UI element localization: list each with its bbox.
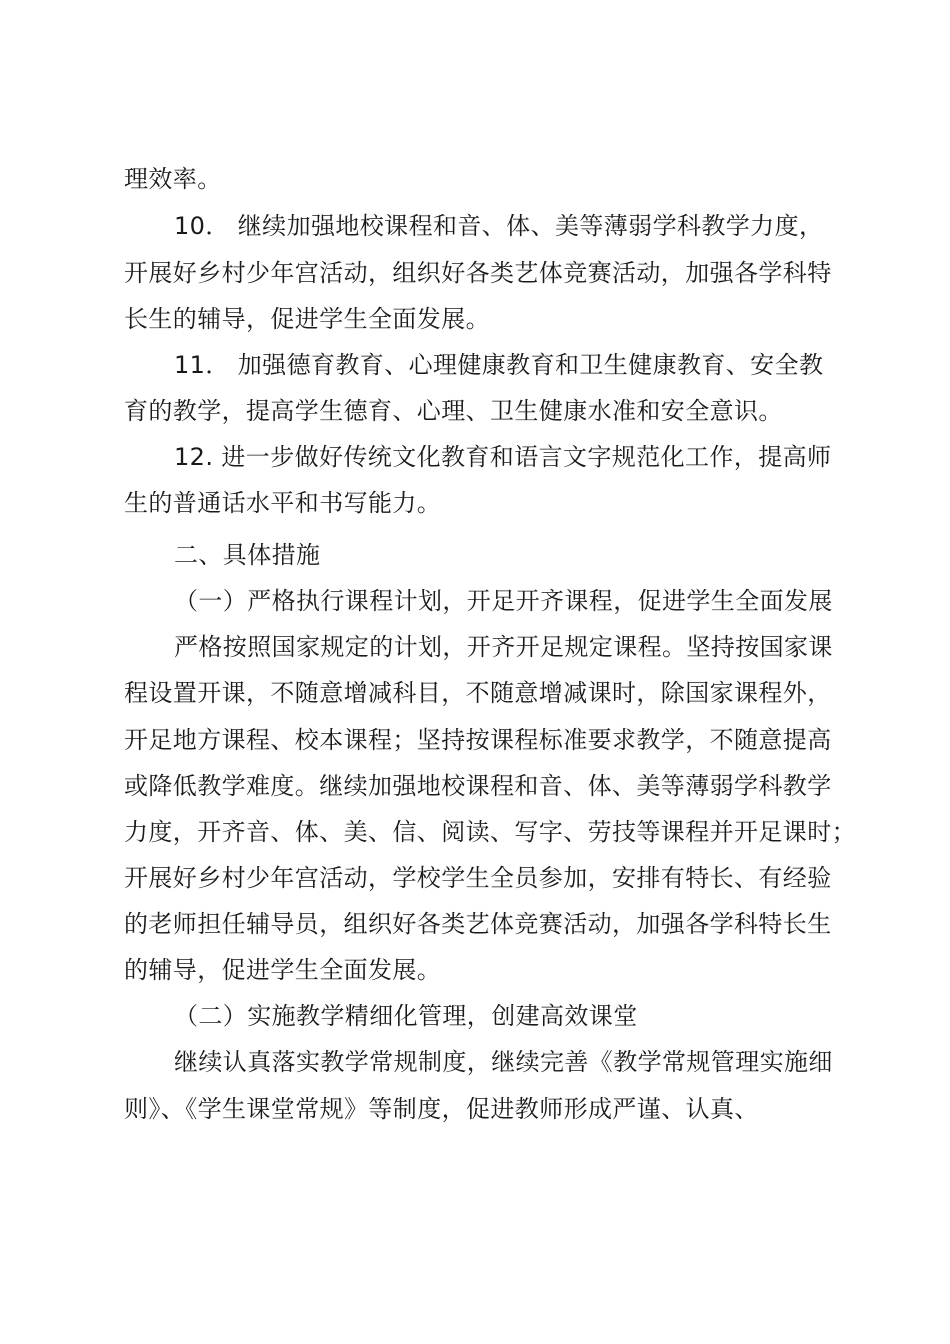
text-line: 的辅导，促进学生全面发展。 — [124, 956, 442, 984]
text-line: 的老师担任辅导员，组织好各类艺体竞赛活动，加强各学科特长生 — [124, 910, 832, 938]
text-line: 11． 加强德育教育、心理健康教育和卫生健康教育、安全教 — [174, 351, 824, 379]
text-line: 程设置开课，不随意增减科目，不随意增减课时，除国家课程外， — [124, 679, 832, 707]
text-line: 严格按照国家规定的计划，开齐开足规定课程。坚持按国家课 — [174, 633, 833, 661]
text-line: 生的普通话水平和书写能力。 — [124, 489, 442, 517]
text-line: 则》、《学生课堂常规》等制度，促进教师形成严谨、认真、 — [124, 1095, 759, 1123]
section-heading: 二、具体措施 — [174, 541, 321, 569]
text-line: 长生的辅导，促进学生全面发展。 — [124, 305, 490, 333]
text-line: 理效率。 — [124, 165, 222, 193]
subsection-heading: （一）严格执行课程计划，开足开齐课程，促进学生全面发展 — [174, 587, 833, 615]
text-line: 或降低教学难度。继续加强地校课程和音、体、美等薄弱学科教学 — [124, 772, 832, 800]
subsection-heading: （二）实施教学精细化管理，创建高效课堂 — [174, 1002, 638, 1030]
text-line: 12. 进一步做好传统文化教育和语言文字规范化工作，提高师 — [174, 443, 832, 471]
text-line: 开足地方课程、校本课程；坚持按课程标准要求教学，不随意提高 — [124, 726, 832, 754]
text-line: 开展好乡村少年宫活动，组织好各类艺体竞赛活动，加强各学科特 — [124, 259, 832, 287]
text-line: 力度，开齐音、体、美、信、阅读、写字、劳技等课程并开足课时； — [124, 818, 856, 846]
text-line: 开展好乡村少年宫活动，学校学生全员参加，安排有特长、有经验 — [124, 864, 832, 892]
text-line: 继续认真落实教学常规制度，继续完善《教学常规管理实施细 — [174, 1048, 833, 1076]
text-line: 10． 继续加强地校课程和音、体、美等薄弱学科教学力度， — [174, 212, 824, 240]
text-line: 育的教学，提高学生德育、心理、卫生健康水准和安全意识。 — [124, 397, 783, 425]
